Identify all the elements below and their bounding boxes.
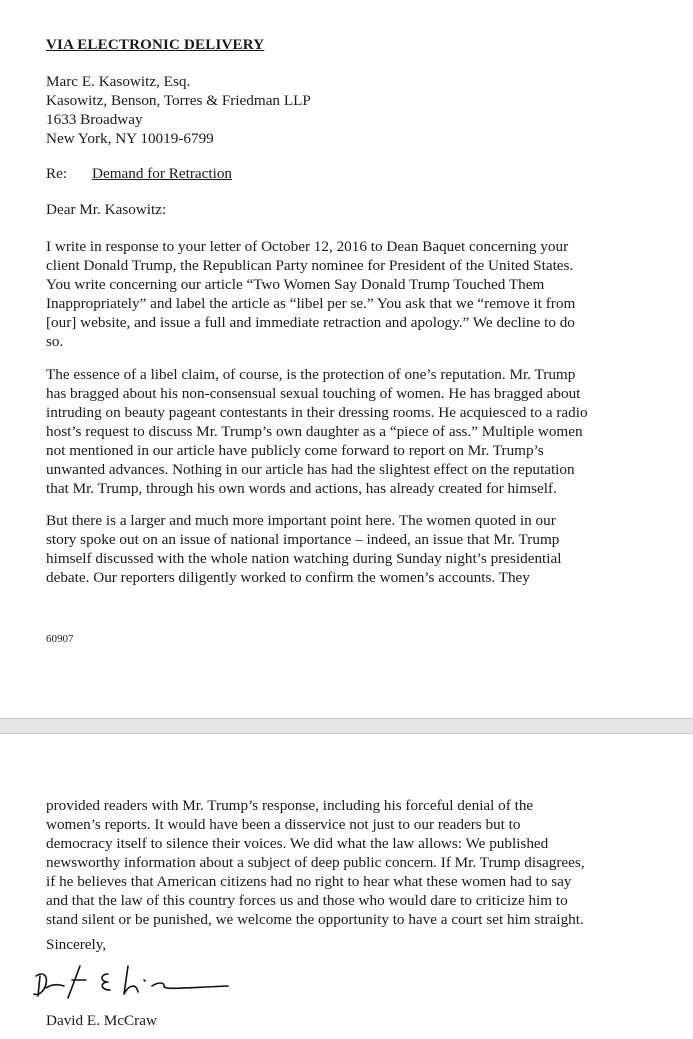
paragraph-line: unwanted advances. Nothing in our article has had the slightest effect on the reputation xyxy=(46,461,575,478)
paragraph-1 xyxy=(46,237,646,351)
paragraph-line: and that the law of this country forces us and those who would dare to criticize him to xyxy=(46,892,568,909)
recipient-address xyxy=(46,72,646,148)
page-divider xyxy=(0,718,693,734)
handwritten-signature xyxy=(28,958,258,1008)
salutation: Dear Mr. Kasowitz: xyxy=(46,201,167,218)
paragraph-line: has bragged about his non-consensual sexual touching of women. He has bragged about xyxy=(46,385,581,402)
paragraph-line: You write concerning our article “Two Women Say Donald Trump Touched Them xyxy=(46,276,545,293)
paragraph-2 xyxy=(46,365,646,498)
paragraph-line: story spoke out on an issue of national importance – indeed, an issue that Mr. Trump xyxy=(46,531,560,548)
subject-line xyxy=(46,164,646,183)
paragraph-line: women’s reports. It would have been a disservice not just to our readers but to xyxy=(46,816,521,833)
paragraph-line: The essence of a libel claim, of course, is the protection of one’s reputation. Mr. Trump xyxy=(46,366,576,383)
paragraph-4 xyxy=(46,796,646,929)
paragraph-line: provided readers with Mr. Trump’s response, including his forceful denial of the xyxy=(46,797,534,814)
paragraph-line: stand silent or be punished, we welcome the opportunity to have a court set him straight. xyxy=(46,911,584,928)
paragraph-line: But there is a larger and much more important point here. The women quoted in our xyxy=(46,512,556,529)
paragraph-line: newsworthy information about a subject of deep public concern. If Mr. Trump disagrees, xyxy=(46,854,585,871)
paragraph-line: [our] website, and issue a full and immediate retraction and apology.” We decline to do xyxy=(46,314,575,331)
paragraph-line: so. xyxy=(46,333,64,350)
paragraph-line: himself discussed with the whole nation watching during Sunday night’s presidential xyxy=(46,550,562,567)
closing: Sincerely, xyxy=(46,936,107,953)
re-label: Re: xyxy=(46,165,68,182)
paragraph-line: intruding on beauty pageant contestants in their dressing rooms. He acquiesced to a radio xyxy=(46,404,588,421)
address-line: 1633 Broadway xyxy=(46,111,143,128)
address-line: Kasowitz, Benson, Torres & Friedman LLP xyxy=(46,92,311,109)
paragraph-line: host’s request to discuss Mr. Trump’s own daughter as a “piece of ass.” Multiple women xyxy=(46,423,583,440)
paragraph-line: debate. Our reporters diligently worked to confirm the women’s accounts. They xyxy=(46,569,530,586)
paragraph-line: client Donald Trump, the Republican Party nominee for President of the United States. xyxy=(46,257,574,274)
re-subject: Demand for Retraction xyxy=(92,165,233,182)
footer-number: 60907 xyxy=(46,633,74,645)
paragraph-line: that Mr. Trump, through his own words and actions, has already created for himself. xyxy=(46,480,557,497)
paragraph-line: if he believes that American citizens had no right to hear what these women had to say xyxy=(46,873,572,890)
paragraph-3 xyxy=(46,511,646,587)
paragraph-line: democracy itself to silence their voices. We did what the law allows: We published xyxy=(46,835,549,852)
delivery-heading: VIA ELECTRONIC DELIVERY xyxy=(46,37,265,53)
paragraph-line: I write in response to your letter of October 12, 2016 to Dean Baquet concerning your xyxy=(46,238,569,255)
signer-name: David E. McCraw xyxy=(46,1012,157,1029)
paragraph-line: not mentioned in our article have publicly come forward to report on Mr. Trump’s xyxy=(46,442,544,459)
paragraph-line: Inappropriately” and label the article as “libel per se.” You ask that we “remove it from xyxy=(46,295,576,312)
address-line: New York, NY 10019-6799 xyxy=(46,130,214,147)
address-line: Marc E. Kasowitz, Esq. xyxy=(46,73,191,90)
